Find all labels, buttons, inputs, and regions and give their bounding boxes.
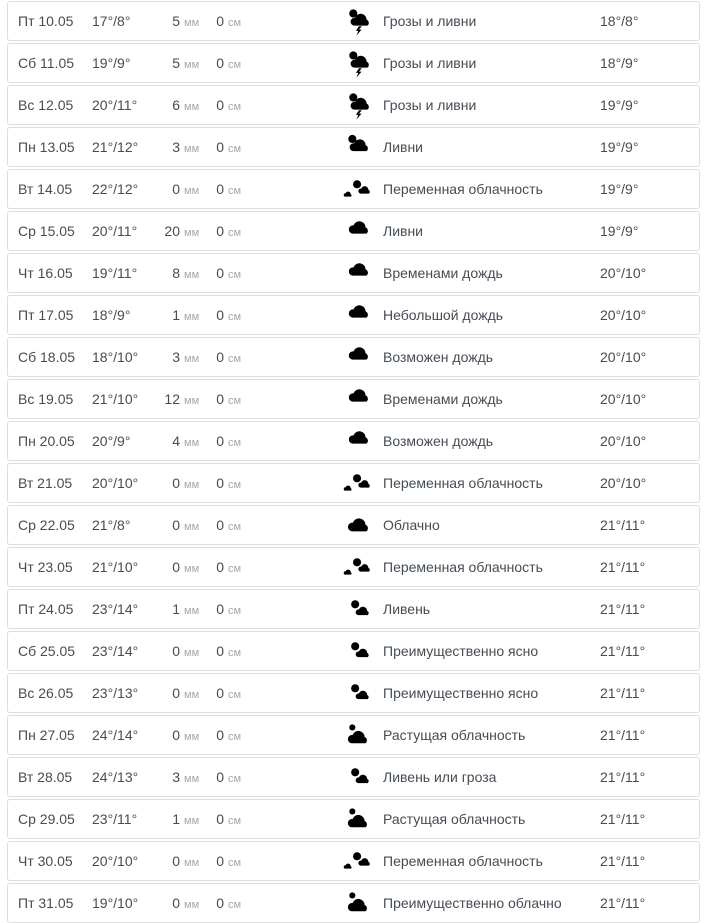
precipitation-value: 3 — [172, 349, 180, 365]
precipitation-value: 0 — [172, 517, 180, 533]
precipitation-value: 1 — [172, 307, 180, 323]
precipitation-cell — [156, 727, 201, 743]
date-label: Сб 11.05 — [18, 55, 75, 71]
rain-icon — [341, 256, 375, 290]
condition-label: Ливень или гроза — [383, 769, 497, 785]
snow-value: 0 — [216, 685, 224, 701]
thunderstorm-icon — [341, 88, 375, 122]
day-temp: 20°/11° — [92, 223, 138, 239]
precipitation-unit: мм — [184, 815, 200, 827]
precipitation-value: 0 — [172, 643, 180, 659]
day-temp: 20°/11° — [92, 97, 138, 113]
condition-label: Возможен дождь — [383, 349, 494, 365]
snow-cell — [211, 223, 257, 239]
precipitation-cell — [156, 475, 201, 491]
precipitation-unit: мм — [184, 227, 200, 239]
snow-unit: см — [228, 143, 242, 155]
drizzle-icon — [341, 340, 375, 374]
snow-value: 0 — [216, 97, 224, 113]
condition-label: Грозы и ливни — [383, 97, 477, 113]
precipitation-value: 0 — [172, 895, 180, 911]
partly-cloudy-icon — [341, 550, 375, 584]
snow-value: 0 — [216, 853, 224, 869]
snow-cell — [211, 475, 257, 491]
snow-cell — [211, 307, 257, 323]
snow-cell — [211, 13, 257, 29]
forecast-row[interactable] — [7, 589, 700, 629]
day-temp: 24°/14° — [92, 727, 139, 743]
date-label: Вт 14.05 — [18, 181, 73, 197]
snow-cell — [211, 139, 257, 155]
increasing-cloud-icon — [341, 886, 375, 920]
precipitation-cell — [156, 601, 201, 617]
snow-cell — [211, 391, 257, 407]
precipitation-unit: мм — [184, 605, 200, 617]
precipitation-unit: мм — [184, 479, 200, 491]
snow-value: 0 — [216, 811, 224, 827]
condition-label: Переменная облачность — [383, 181, 543, 197]
precipitation-unit: мм — [184, 857, 200, 869]
secondary-temp: 20°/10° — [600, 433, 647, 449]
snow-cell — [211, 727, 257, 743]
snow-cell — [211, 895, 257, 911]
precipitation-unit: мм — [184, 563, 200, 575]
forecast-row[interactable] — [7, 43, 700, 83]
forecast-row[interactable] — [7, 715, 700, 755]
date-label: Вс 19.05 — [18, 391, 74, 407]
snow-value: 0 — [216, 139, 224, 155]
precipitation-cell — [156, 685, 201, 701]
snow-value: 0 — [216, 55, 224, 71]
snow-value: 0 — [216, 391, 224, 407]
snow-value: 0 — [216, 181, 224, 197]
partly-cloudy-icon — [341, 466, 375, 500]
secondary-temp: 21°/11° — [600, 643, 646, 659]
forecast-row[interactable] — [7, 631, 700, 671]
partly-cloudy-icon — [341, 172, 375, 206]
snow-value: 0 — [216, 895, 224, 911]
date-label: Пн 27.05 — [18, 727, 75, 743]
precipitation-unit: мм — [184, 311, 200, 323]
snow-unit: см — [228, 269, 242, 281]
forecast-row[interactable] — [7, 673, 700, 713]
precipitation-value: 5 — [172, 55, 180, 71]
snow-unit: см — [228, 479, 242, 491]
forecast-row[interactable] — [7, 757, 700, 797]
condition-label: Ливни — [383, 223, 423, 239]
precipitation-cell — [156, 643, 201, 659]
secondary-temp: 19°/9° — [600, 223, 639, 239]
precipitation-value: 3 — [172, 769, 180, 785]
condition-label: Преимущественно ясно — [383, 685, 539, 701]
precipitation-value: 6 — [172, 97, 180, 113]
precipitation-unit: мм — [184, 101, 200, 113]
snow-value: 0 — [216, 727, 224, 743]
snow-cell — [211, 433, 257, 449]
precipitation-unit: мм — [184, 647, 200, 659]
snow-cell — [211, 559, 257, 575]
precipitation-cell — [156, 811, 201, 827]
date-label: Чт 16.05 — [18, 265, 73, 281]
day-temp: 20°/10° — [92, 853, 139, 869]
precipitation-unit: мм — [184, 269, 200, 281]
secondary-temp: 18°/8° — [600, 13, 639, 29]
precipitation-value: 0 — [172, 685, 180, 701]
precipitation-cell — [156, 349, 201, 365]
precipitation-unit: мм — [184, 899, 200, 911]
secondary-temp: 21°/11° — [600, 895, 646, 911]
snow-value: 0 — [216, 475, 224, 491]
precipitation-value: 4 — [172, 433, 180, 449]
forecast-row[interactable] — [7, 421, 700, 461]
snow-unit: см — [228, 731, 242, 743]
date-label: Пн 20.05 — [18, 433, 75, 449]
date-label: Вт 28.05 — [18, 769, 73, 785]
snow-unit: см — [228, 59, 242, 71]
thunderstorm-icon — [341, 46, 375, 80]
secondary-temp: 21°/11° — [600, 727, 646, 743]
snow-unit: см — [228, 689, 242, 701]
snow-unit: см — [228, 311, 242, 323]
secondary-temp: 20°/10° — [600, 475, 647, 491]
day-temp: 24°/13° — [92, 769, 139, 785]
day-temp: 21°/10° — [92, 559, 139, 575]
date-label: Пт 24.05 — [18, 601, 74, 617]
precipitation-cell — [156, 853, 201, 869]
day-temp: 21°/12° — [92, 139, 139, 155]
snow-cell — [211, 97, 257, 113]
forecast-row[interactable] — [7, 841, 700, 881]
snow-unit: см — [228, 563, 242, 575]
forecast-row[interactable] — [7, 127, 700, 167]
snow-unit: см — [228, 17, 242, 29]
secondary-temp: 21°/11° — [600, 601, 646, 617]
date-label: Чт 23.05 — [18, 559, 73, 575]
forecast-row[interactable] — [7, 211, 700, 251]
snow-cell — [211, 181, 257, 197]
forecast-row[interactable] — [7, 463, 700, 503]
mostly-sunny-icon — [341, 592, 375, 626]
snow-value: 0 — [216, 769, 224, 785]
day-temp: 23°/14° — [92, 601, 139, 617]
precipitation-cell — [156, 223, 201, 239]
snow-value: 0 — [216, 265, 224, 281]
secondary-temp: 20°/10° — [600, 307, 647, 323]
snow-value: 0 — [216, 601, 224, 617]
condition-label: Грозы и ливни — [383, 55, 477, 71]
date-label: Вс 26.05 — [18, 685, 74, 701]
date-label: Пн 13.05 — [18, 139, 75, 155]
snow-cell — [211, 601, 257, 617]
precipitation-cell — [156, 895, 201, 911]
condition-label: Преимущественно ясно — [383, 643, 539, 659]
increasing-cloud-icon — [341, 802, 375, 836]
snow-unit: см — [228, 353, 242, 365]
precipitation-value: 0 — [172, 181, 180, 197]
precipitation-cell — [156, 139, 201, 155]
snow-cell — [211, 643, 257, 659]
forecast-row[interactable] — [7, 85, 700, 125]
condition-label: Ливни — [383, 139, 423, 155]
snow-unit: см — [228, 101, 242, 113]
secondary-temp: 21°/11° — [600, 559, 646, 575]
precipitation-unit: мм — [184, 521, 200, 533]
day-temp: 20°/10° — [92, 475, 139, 491]
condition-label: Растущая облачность — [383, 811, 526, 827]
condition-label: Преимущественно облачно — [383, 895, 562, 911]
precipitation-cell — [156, 769, 201, 785]
day-temp: 18°/10° — [92, 349, 139, 365]
precipitation-cell — [156, 97, 201, 113]
day-temp: 23°/13° — [92, 685, 139, 701]
forecast-row[interactable] — [7, 379, 700, 419]
precipitation-value: 0 — [172, 559, 180, 575]
condition-label: Небольшой дождь — [383, 307, 504, 323]
snow-unit: см — [228, 227, 242, 239]
day-temp: 18°/9° — [92, 307, 131, 323]
forecast-row[interactable] — [7, 295, 700, 335]
secondary-temp: 19°/9° — [600, 97, 639, 113]
snow-value: 0 — [216, 307, 224, 323]
precipitation-cell — [156, 391, 201, 407]
precipitation-value: 8 — [172, 265, 180, 281]
snow-unit: см — [228, 605, 242, 617]
precipitation-cell — [156, 181, 201, 197]
day-temp: 23°/14° — [92, 643, 139, 659]
secondary-temp: 21°/11° — [600, 811, 646, 827]
snow-value: 0 — [216, 13, 224, 29]
mostly-sunny-icon — [341, 634, 375, 668]
forecast-row[interactable] — [7, 799, 700, 839]
precipitation-value: 0 — [172, 475, 180, 491]
date-label: Ср 22.05 — [18, 517, 75, 533]
mostly-sunny-icon — [341, 760, 375, 794]
rain-icon — [341, 382, 375, 416]
precipitation-cell — [156, 517, 201, 533]
snow-cell — [211, 769, 257, 785]
day-temp: 21°/8° — [92, 517, 131, 533]
precipitation-cell — [156, 55, 201, 71]
precipitation-unit: мм — [184, 773, 200, 785]
precipitation-value: 5 — [172, 13, 180, 29]
condition-label: Ливень — [383, 601, 431, 617]
precipitation-value: 12 — [164, 391, 180, 407]
day-temp: 19°/11° — [92, 265, 138, 281]
date-label: Сб 18.05 — [18, 349, 76, 365]
snow-cell — [211, 685, 257, 701]
snow-cell — [211, 517, 257, 533]
condition-label: Временами дождь — [383, 391, 503, 407]
date-label: Вс 12.05 — [18, 97, 74, 113]
snow-value: 0 — [216, 433, 224, 449]
snow-unit: см — [228, 647, 242, 659]
condition-label: Растущая облачность — [383, 727, 526, 743]
precipitation-cell — [156, 265, 201, 281]
secondary-temp: 21°/11° — [600, 853, 646, 869]
snow-value: 0 — [216, 349, 224, 365]
precipitation-unit: мм — [184, 17, 200, 29]
date-label: Чт 30.05 — [18, 853, 73, 869]
date-label: Пт 17.05 — [18, 307, 74, 323]
day-temp: 17°/8° — [92, 13, 131, 29]
forecast-row[interactable] — [7, 337, 700, 377]
drizzle-icon — [341, 424, 375, 458]
condition-label: Возможен дождь — [383, 433, 494, 449]
forecast-row[interactable] — [7, 1, 700, 41]
condition-label: Переменная облачность — [383, 853, 543, 869]
day-temp: 22°/12° — [92, 181, 139, 197]
cloudy-icon — [341, 508, 375, 542]
precipitation-value: 1 — [172, 811, 180, 827]
secondary-temp: 21°/11° — [600, 769, 646, 785]
snow-value: 0 — [216, 517, 224, 533]
secondary-temp: 20°/10° — [600, 349, 647, 365]
snow-unit: см — [228, 899, 242, 911]
forecast-row[interactable] — [7, 505, 700, 545]
precipitation-unit: мм — [184, 185, 200, 197]
snow-unit: см — [228, 521, 242, 533]
snow-unit: см — [228, 857, 242, 869]
snow-cell — [211, 55, 257, 71]
sun-rain-icon — [341, 130, 375, 164]
precipitation-value: 0 — [172, 727, 180, 743]
secondary-temp: 21°/11° — [600, 517, 646, 533]
precipitation-value: 3 — [172, 139, 180, 155]
forecast-row[interactable] — [7, 169, 700, 209]
thunderstorm-icon — [341, 4, 375, 38]
precipitation-value: 20 — [164, 223, 180, 239]
precipitation-value: 1 — [172, 601, 180, 617]
snow-value: 0 — [216, 559, 224, 575]
snow-cell — [211, 811, 257, 827]
secondary-temp: 19°/9° — [600, 181, 639, 197]
precipitation-unit: мм — [184, 395, 200, 407]
forecast-row[interactable] — [7, 883, 700, 923]
secondary-temp: 20°/10° — [600, 265, 647, 281]
precipitation-cell — [156, 559, 201, 575]
snow-cell — [211, 265, 257, 281]
precipitation-cell — [156, 433, 201, 449]
secondary-temp: 20°/10° — [600, 391, 647, 407]
snow-unit: см — [228, 185, 242, 197]
day-temp: 23°/11° — [92, 811, 138, 827]
precipitation-unit: мм — [184, 689, 200, 701]
precipitation-unit: мм — [184, 731, 200, 743]
condition-label: Облачно — [383, 517, 440, 533]
date-label: Пт 31.05 — [18, 895, 74, 911]
precipitation-value: 0 — [172, 853, 180, 869]
snow-unit: см — [228, 773, 242, 785]
date-label: Вт 21.05 — [18, 475, 73, 491]
increasing-cloud-icon — [341, 718, 375, 752]
snow-unit: см — [228, 437, 242, 449]
date-label: Ср 29.05 — [18, 811, 75, 827]
condition-label: Временами дождь — [383, 265, 503, 281]
precipitation-cell — [156, 13, 201, 29]
day-temp: 19°/10° — [92, 895, 139, 911]
precipitation-unit: мм — [184, 353, 200, 365]
secondary-temp: 18°/9° — [600, 55, 639, 71]
partly-cloudy-icon — [341, 844, 375, 878]
precipitation-unit: мм — [184, 59, 200, 71]
forecast-row[interactable] — [7, 253, 700, 293]
secondary-temp: 21°/11° — [600, 685, 646, 701]
rain-icon — [341, 214, 375, 248]
snow-cell — [211, 853, 257, 869]
precipitation-unit: мм — [184, 437, 200, 449]
date-label: Пт 10.05 — [18, 13, 74, 29]
condition-label: Грозы и ливни — [383, 13, 477, 29]
secondary-temp: 19°/9° — [600, 139, 639, 155]
snow-cell — [211, 349, 257, 365]
drizzle-icon — [341, 298, 375, 332]
day-temp: 20°/9° — [92, 433, 131, 449]
snow-value: 0 — [216, 643, 224, 659]
mostly-sunny-icon — [341, 676, 375, 710]
snow-value: 0 — [216, 223, 224, 239]
date-label: Сб 25.05 — [18, 643, 76, 659]
forecast-row[interactable] — [7, 547, 700, 587]
condition-label: Переменная облачность — [383, 475, 543, 491]
date-label: Ср 15.05 — [18, 223, 75, 239]
day-temp: 21°/10° — [92, 391, 139, 407]
day-temp: 19°/9° — [92, 55, 131, 71]
precipitation-cell — [156, 307, 201, 323]
condition-label: Переменная облачность — [383, 559, 543, 575]
snow-unit: см — [228, 815, 242, 827]
snow-unit: см — [228, 395, 242, 407]
precipitation-unit: мм — [184, 143, 200, 155]
